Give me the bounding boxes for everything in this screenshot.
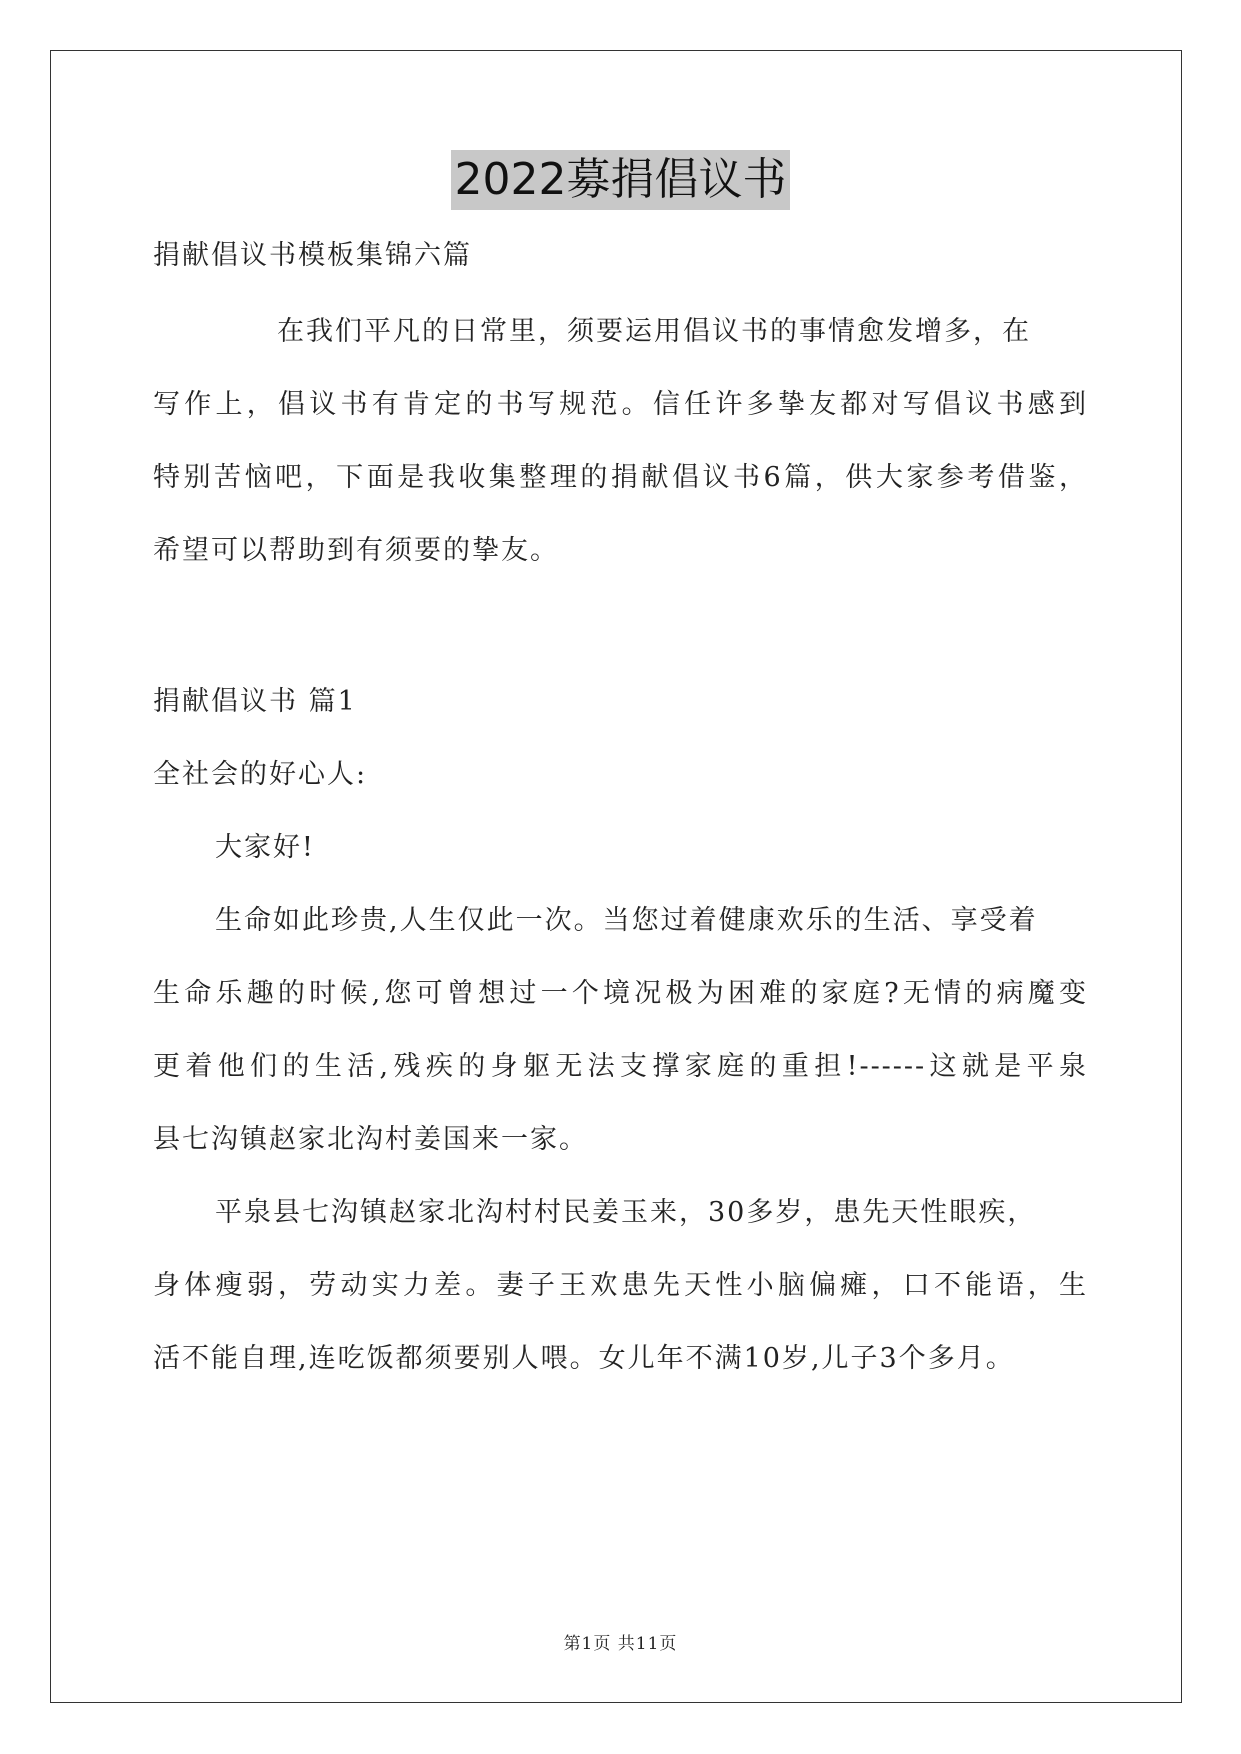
page-border (50, 50, 1182, 1703)
salutation: 全社会的好心人: (153, 759, 368, 790)
greeting: 大家好! (215, 832, 315, 863)
title-container (0, 150, 1241, 210)
intro-line: 写作上，倡议书有肯定的书写规范。信任许多挚友都对写倡议书感到 (153, 389, 1088, 420)
intro-line: 特别苦恼吧，下面是我收集整理的捐献倡议书6篇，供大家参考借鉴， (153, 462, 1088, 493)
paragraph-line: 生命如此珍贵,人生仅此一次。当您过着健康欢乐的生活、享受着 (215, 905, 1038, 936)
page-number: 第1页 共11页 (563, 1634, 678, 1654)
intro-line: 希望可以帮助到有须要的挚友。 (153, 535, 559, 566)
document-subtitle: 捐献倡议书模板集锦六篇 (153, 240, 472, 271)
section-heading: 捐献倡议书 篇1 (153, 686, 357, 717)
intro-line: 在我们平凡的日常里，须要运用倡议书的事情愈发增多，在 (277, 316, 1031, 347)
paragraph-line: 生命乐趣的时候,您可曾想过一个境况极为困难的家庭?无情的病魔变 (153, 978, 1088, 1009)
paragraph-line: 平泉县七沟镇赵家北沟村村民姜玉来，30多岁，患先天性眼疾， (215, 1197, 1037, 1228)
paragraph-line: 活不能自理,连吃饭都须要别人喂。女儿年不满10岁,儿子3个多月。 (153, 1343, 1015, 1374)
paragraph-line: 县七沟镇赵家北沟村姜国来一家。 (153, 1124, 588, 1155)
paragraph-line: 更着他们的生活,残疾的身躯无法支撑家庭的重担!------这就是平泉 (153, 1051, 1088, 1082)
paragraph-line: 身体瘦弱，劳动实力差。妻子王欢患先天性小脑偏瘫，口不能语，生 (153, 1270, 1088, 1301)
document-title: 2022募捐倡议书 (451, 150, 791, 210)
